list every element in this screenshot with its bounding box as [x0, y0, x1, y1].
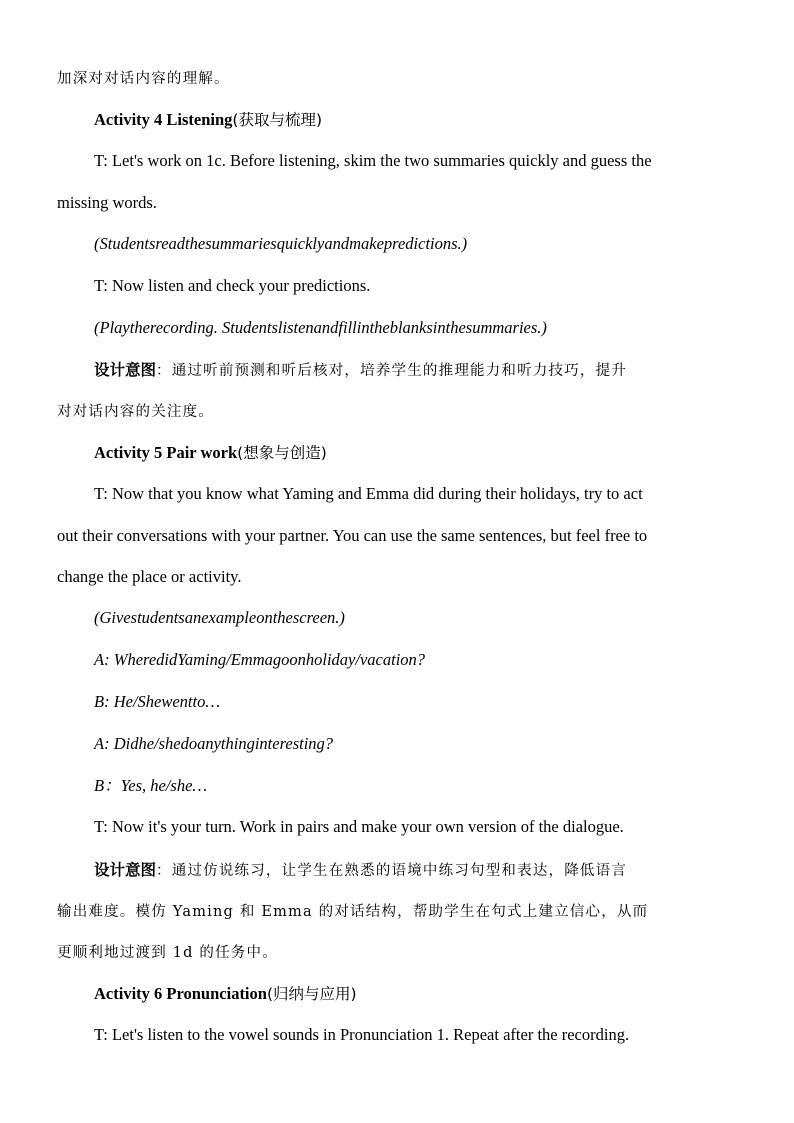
teacher-line-pair-work: T: Now that you know what Yaming and Emma did during their holidays, try to act — [94, 484, 643, 503]
dialogue-line-a2: A: Didhe/shedoanythinginteresting? — [94, 734, 334, 753]
activity-5-title: Activity 5 Pair work — [94, 443, 238, 462]
activity-6-title: Activity 6 Pronunciation — [94, 984, 267, 1003]
design-intent-1 — [94, 359, 627, 382]
design-intent-text: ：通过仿说练习，让学生在熟悉的语境中练习句型和表达，降低语言 — [156, 863, 628, 879]
activity-6-subtitle: (归纳与应用) — [266, 985, 357, 1003]
stage-direction-predictions: (Studentsreadthesummariesquicklyandmakepredictions.) — [94, 234, 468, 253]
teacher-line-pronunciation: T: Let's listen to the vowel sounds in Pronunciation 1. Repeat after the recording. — [94, 1025, 630, 1044]
design-intent-2-cont2: 更顺利地过渡到 1d 的任务中。 — [57, 945, 278, 961]
design-intent-2 — [94, 859, 627, 882]
dialogue-line-b1: B: He/Shewentto… — [94, 692, 221, 711]
activity-5-subtitle: (想象与创造) — [237, 444, 327, 462]
design-intent-2-cont: 输出难度。模仿 Yaming 和 Emma 的对话结构，帮助学生在句式上建立信心，从而 — [57, 904, 649, 920]
dialogue-line-b2: B：Yes, he/she… — [94, 776, 208, 795]
design-intent-text: ：通过听前预测和听后核对，培养学生的推理能力和听力技巧，提升 — [156, 363, 628, 379]
activity-5-heading — [94, 442, 327, 464]
design-intent-label: 设计意图 — [94, 861, 157, 879]
teacher-line-listen: T: Now listen and check your predictions. — [94, 276, 371, 295]
stage-direction-recording: (Playtherecording. Studentslistenandfillintheblanksinthesummaries.) — [94, 318, 547, 337]
teacher-line-your-turn: T: Now it's your turn. Work in pairs and make your own version of the dialogue. — [94, 817, 624, 836]
activity-6-heading — [94, 983, 357, 1005]
activity-4-title: Activity 4 Listening — [94, 110, 233, 129]
activity-4-heading — [94, 109, 322, 131]
dialogue-line-a1: A: WheredidYaming/Emmagoonholiday/vacation? — [94, 650, 426, 669]
teacher-line-pair-work-cont: out their conversations with your partner. You can use the same sentences, but feel free to — [57, 526, 648, 545]
teacher-line-1c-cont: missing words. — [57, 193, 157, 212]
activity-4-subtitle: (获取与梳理) — [232, 111, 323, 129]
paragraph-continuation: 加深对对话内容的理解。 — [57, 71, 230, 87]
design-intent-1-cont: 对对话内容的关注度。 — [57, 404, 214, 420]
teacher-line-pair-work-cont2: change the place or activity. — [57, 567, 242, 586]
teacher-line-1c: T: Let's work on 1c. Before listening, skim the two summaries quickly and guess the — [94, 151, 652, 170]
stage-direction-example: (Givestudentsanexampleonthescreen.) — [94, 608, 345, 627]
design-intent-label: 设计意图 — [94, 361, 157, 379]
